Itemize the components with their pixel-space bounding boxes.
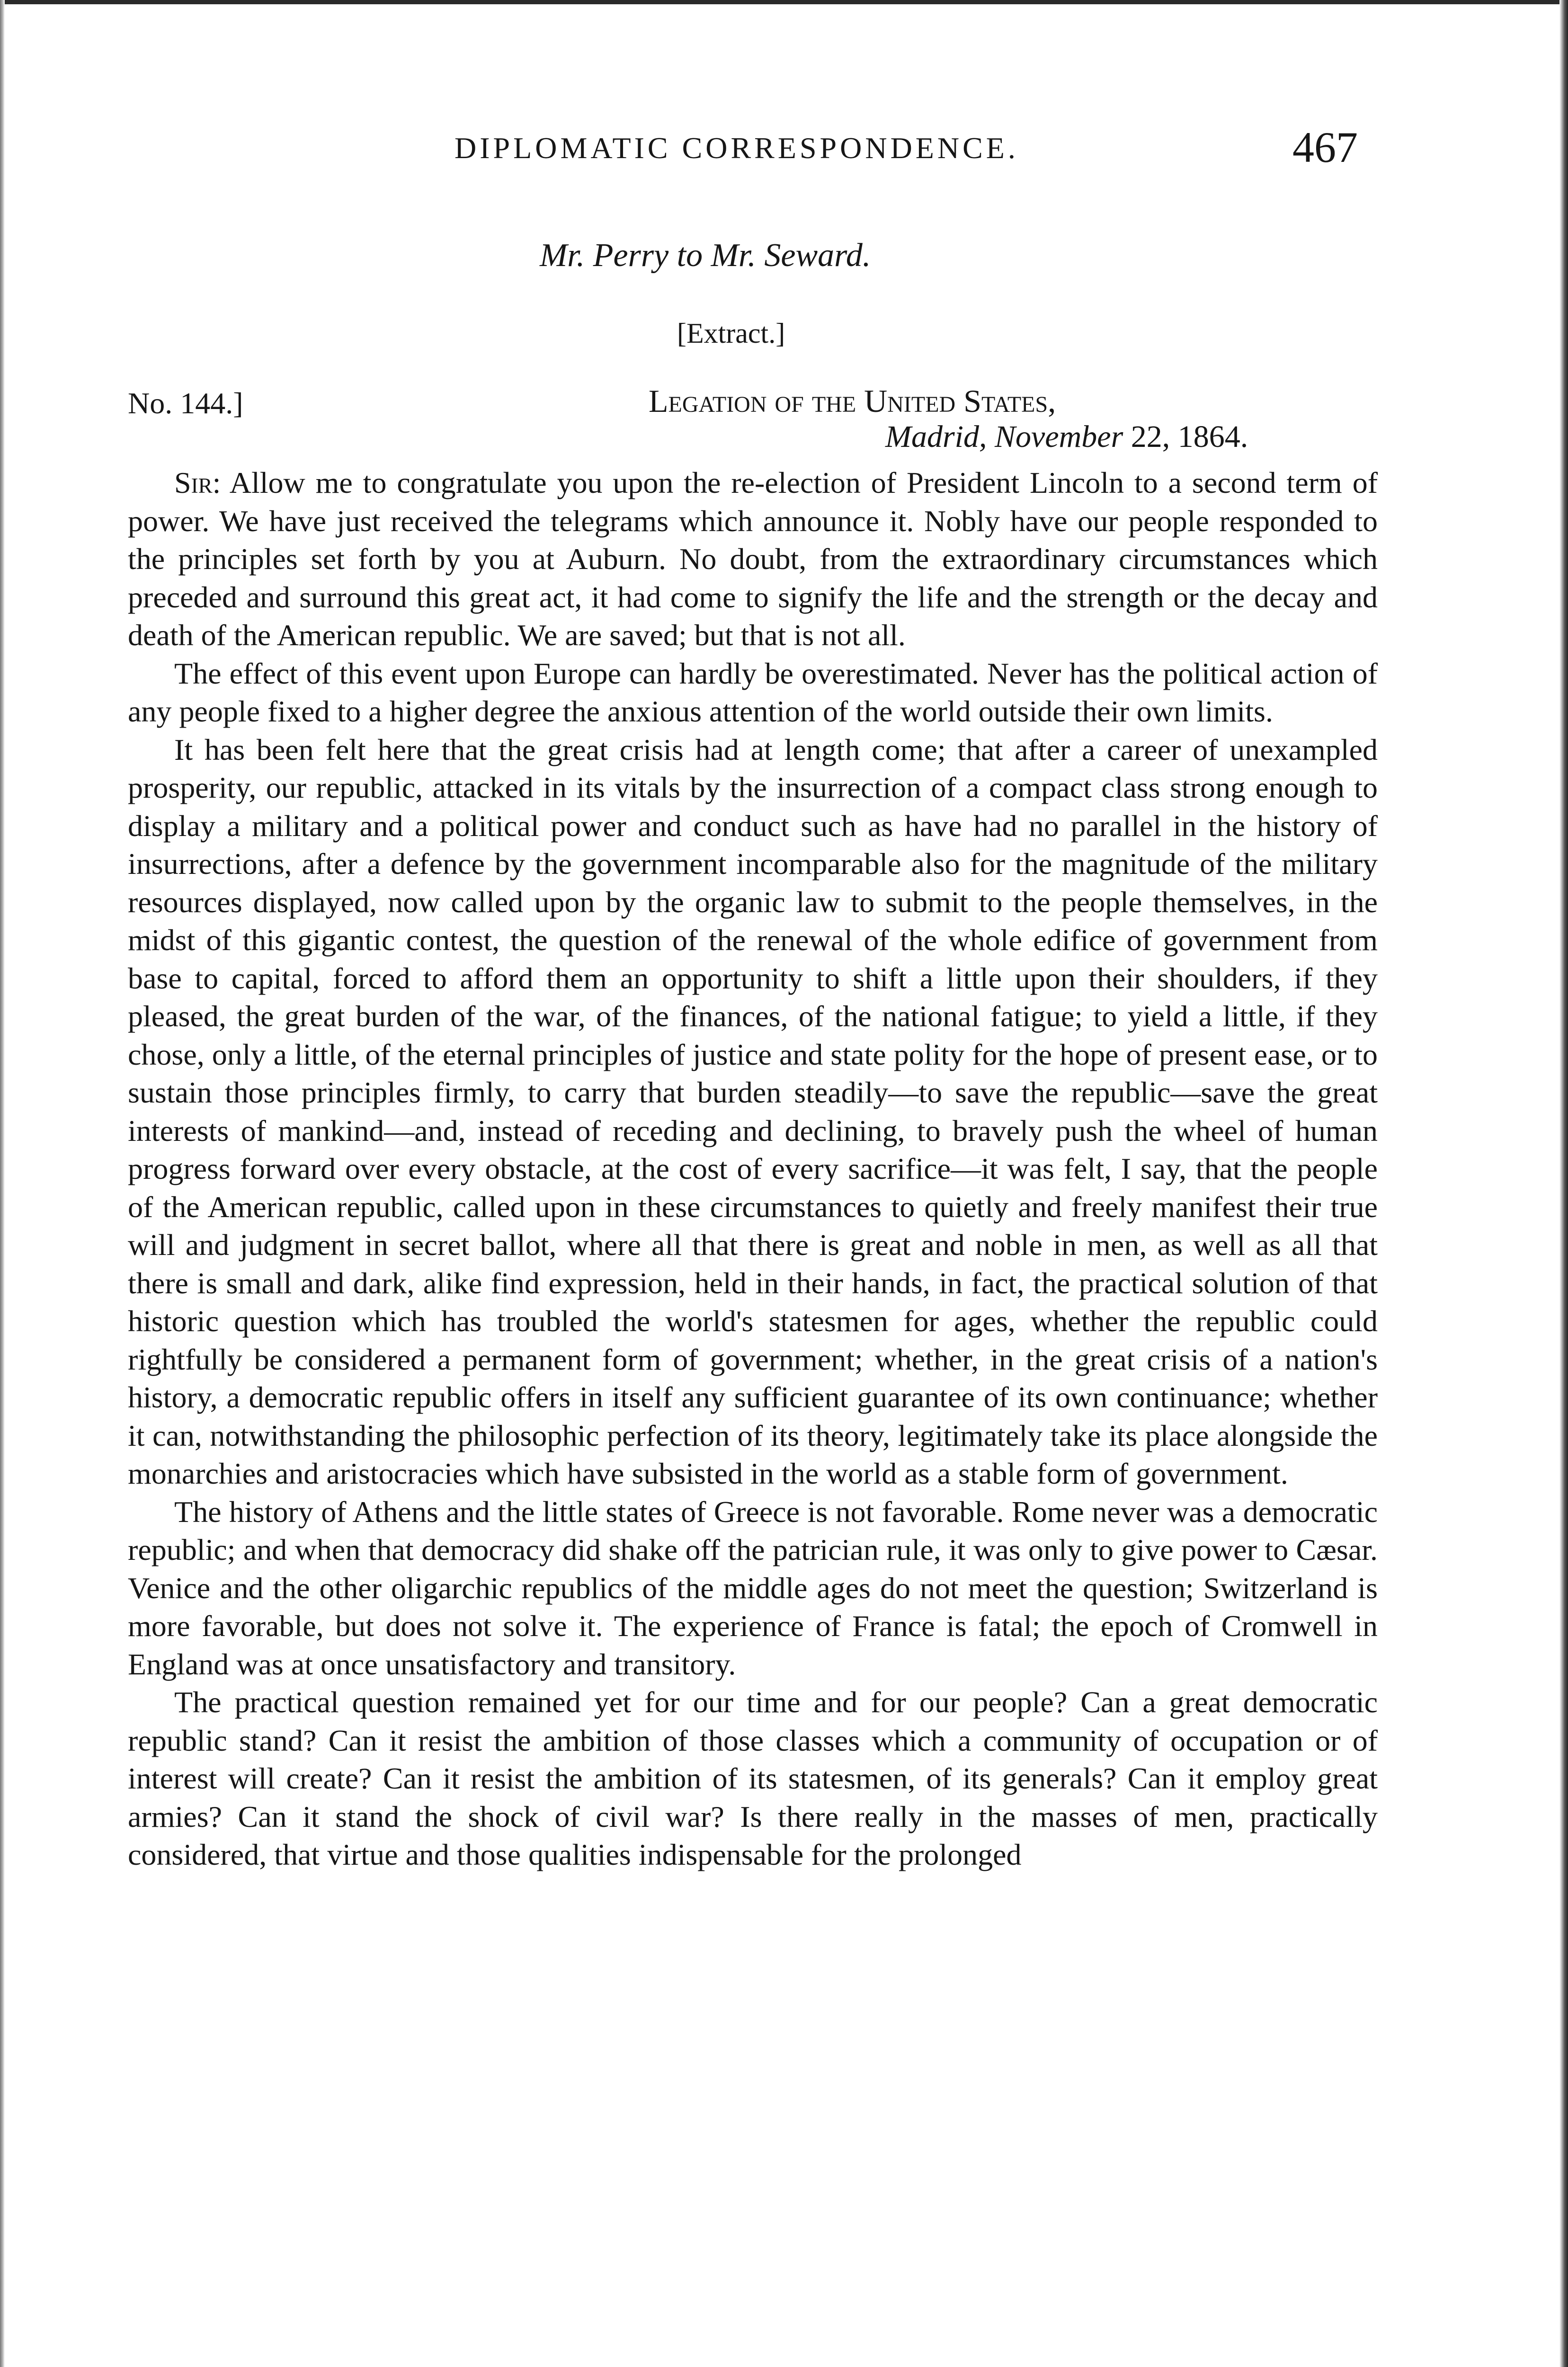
page-number: 467 xyxy=(1292,123,1358,171)
dateline-legation: Legation of the United States, xyxy=(649,383,1056,419)
paragraph-4: The history of Athens and the little states of Greece is not favorable. Rome never was a democratic republic; and when that democracy did shake off the patrician rule, it was only to give power to Cæsar. Venice and the other oligarchic republics of the middle ages do not meet the question; Switzerland is more favorable, but does not solve it. The experience of France is fatal; the epoch of Cromwell in England was at once unsatisfactory and transitory. xyxy=(128,1495,1378,1681)
scan-border-right xyxy=(1559,0,1568,2367)
paragraph-1 xyxy=(128,464,1378,655)
letter-heading: Mr. Perry to Mr. Seward. xyxy=(540,237,871,274)
dateline-date: 22, 1864. xyxy=(1123,419,1248,454)
paragraph-5: The practical question remained yet for our time and for our people? Can a great democratic republic stand? Can it resist the ambition of those classes which a community of occupation or of interest will create? Can it resist the ambition of its statesmen, of its generals? Can it employ great armies? Can it stand the shock of civil war? Is there really in the masses of men, practically considered, that virtue and those qualities indispensable for the prolonged xyxy=(128,1685,1378,1871)
paragraph-1-text: : Allow me to congratulate you upon the re-election of President Lincoln to a second term of power. We have just received the telegrams which announce it. Nobly have our people responded to the principles set forth by you at Auburn. No doubt, from the extraordinary circumstances which preceded and surround this great act, it had come to signify the life and the strength or the decay and death of the American republic. We are saved; but that is not all. xyxy=(128,466,1378,652)
paragraph-3: It has been felt here that the great crisis had at length come; that after a career of unexampled prosperity, our republic, attacked in its vitals by the insurrection of a compact class strong enough to display a military and a political power and conduct such as have had no parallel in the history of insurrections, after a defence by the government incomparable also for the magnitude of the military resources displayed, now called upon by the organic law to submit to the people themselves, in the midst of this gigantic contest, the question of the renewal of the whole edifice of government from base to capital, forced to afford them an opportunity to shift a little upon their shoulders, if they pleased, the great burden of the war, of the finances, of the national fatigue; to yield a little, if they chose, only a little, of the eternal principles of justice and state polity for the hope of present ease, or to sustain those principles firmly, to carry that burden steadily—to save the republic—save the great interests of mankind—and, instead of receding and declining, to bravely push the wheel of human progress forward over every obstacle, at the cost of every sacrifice—it was felt, I say, that the people of the American republic, called upon in these circumstances to quietly and freely manifest their true will and judgment in secret ballot, where all that there is great and noble in men, as well as all that there is small and dark, alike find expression, held in their hands, in fact, the practical solution of that historic question which has troubled the world's statesmen for ages, whether the republic could rightfully be considered a permanent form of government; whether, in the great crisis of a nation's history, a democratic republic offers in itself any sufficient guarantee of its own continuance; whether it can, notwithstanding the philosophic perfection of its theory, legitimately take its place alongside the monarchies and aristocracies which have subsisted in the world as a stable form of government. xyxy=(128,732,1378,1490)
scan-border-left xyxy=(0,0,5,2367)
dateline-place-city: Madrid, November xyxy=(885,419,1123,454)
letter-body xyxy=(128,464,1378,1874)
dispatch-number: No. 144.] xyxy=(128,386,243,420)
scan-border-top xyxy=(0,0,1568,4)
salutation: Sir xyxy=(174,466,213,499)
dateline-place xyxy=(885,419,1248,455)
paragraph-2: The effect of this event upon Europe can hardly be overestimated. Never has the political action of any people fixed to a higher degree the anxious attention of the world outside their own limits. xyxy=(128,656,1378,728)
running-title: DIPLOMATIC CORRESPONDENCE. xyxy=(454,131,1019,165)
extract-note: [Extract.] xyxy=(677,318,785,349)
